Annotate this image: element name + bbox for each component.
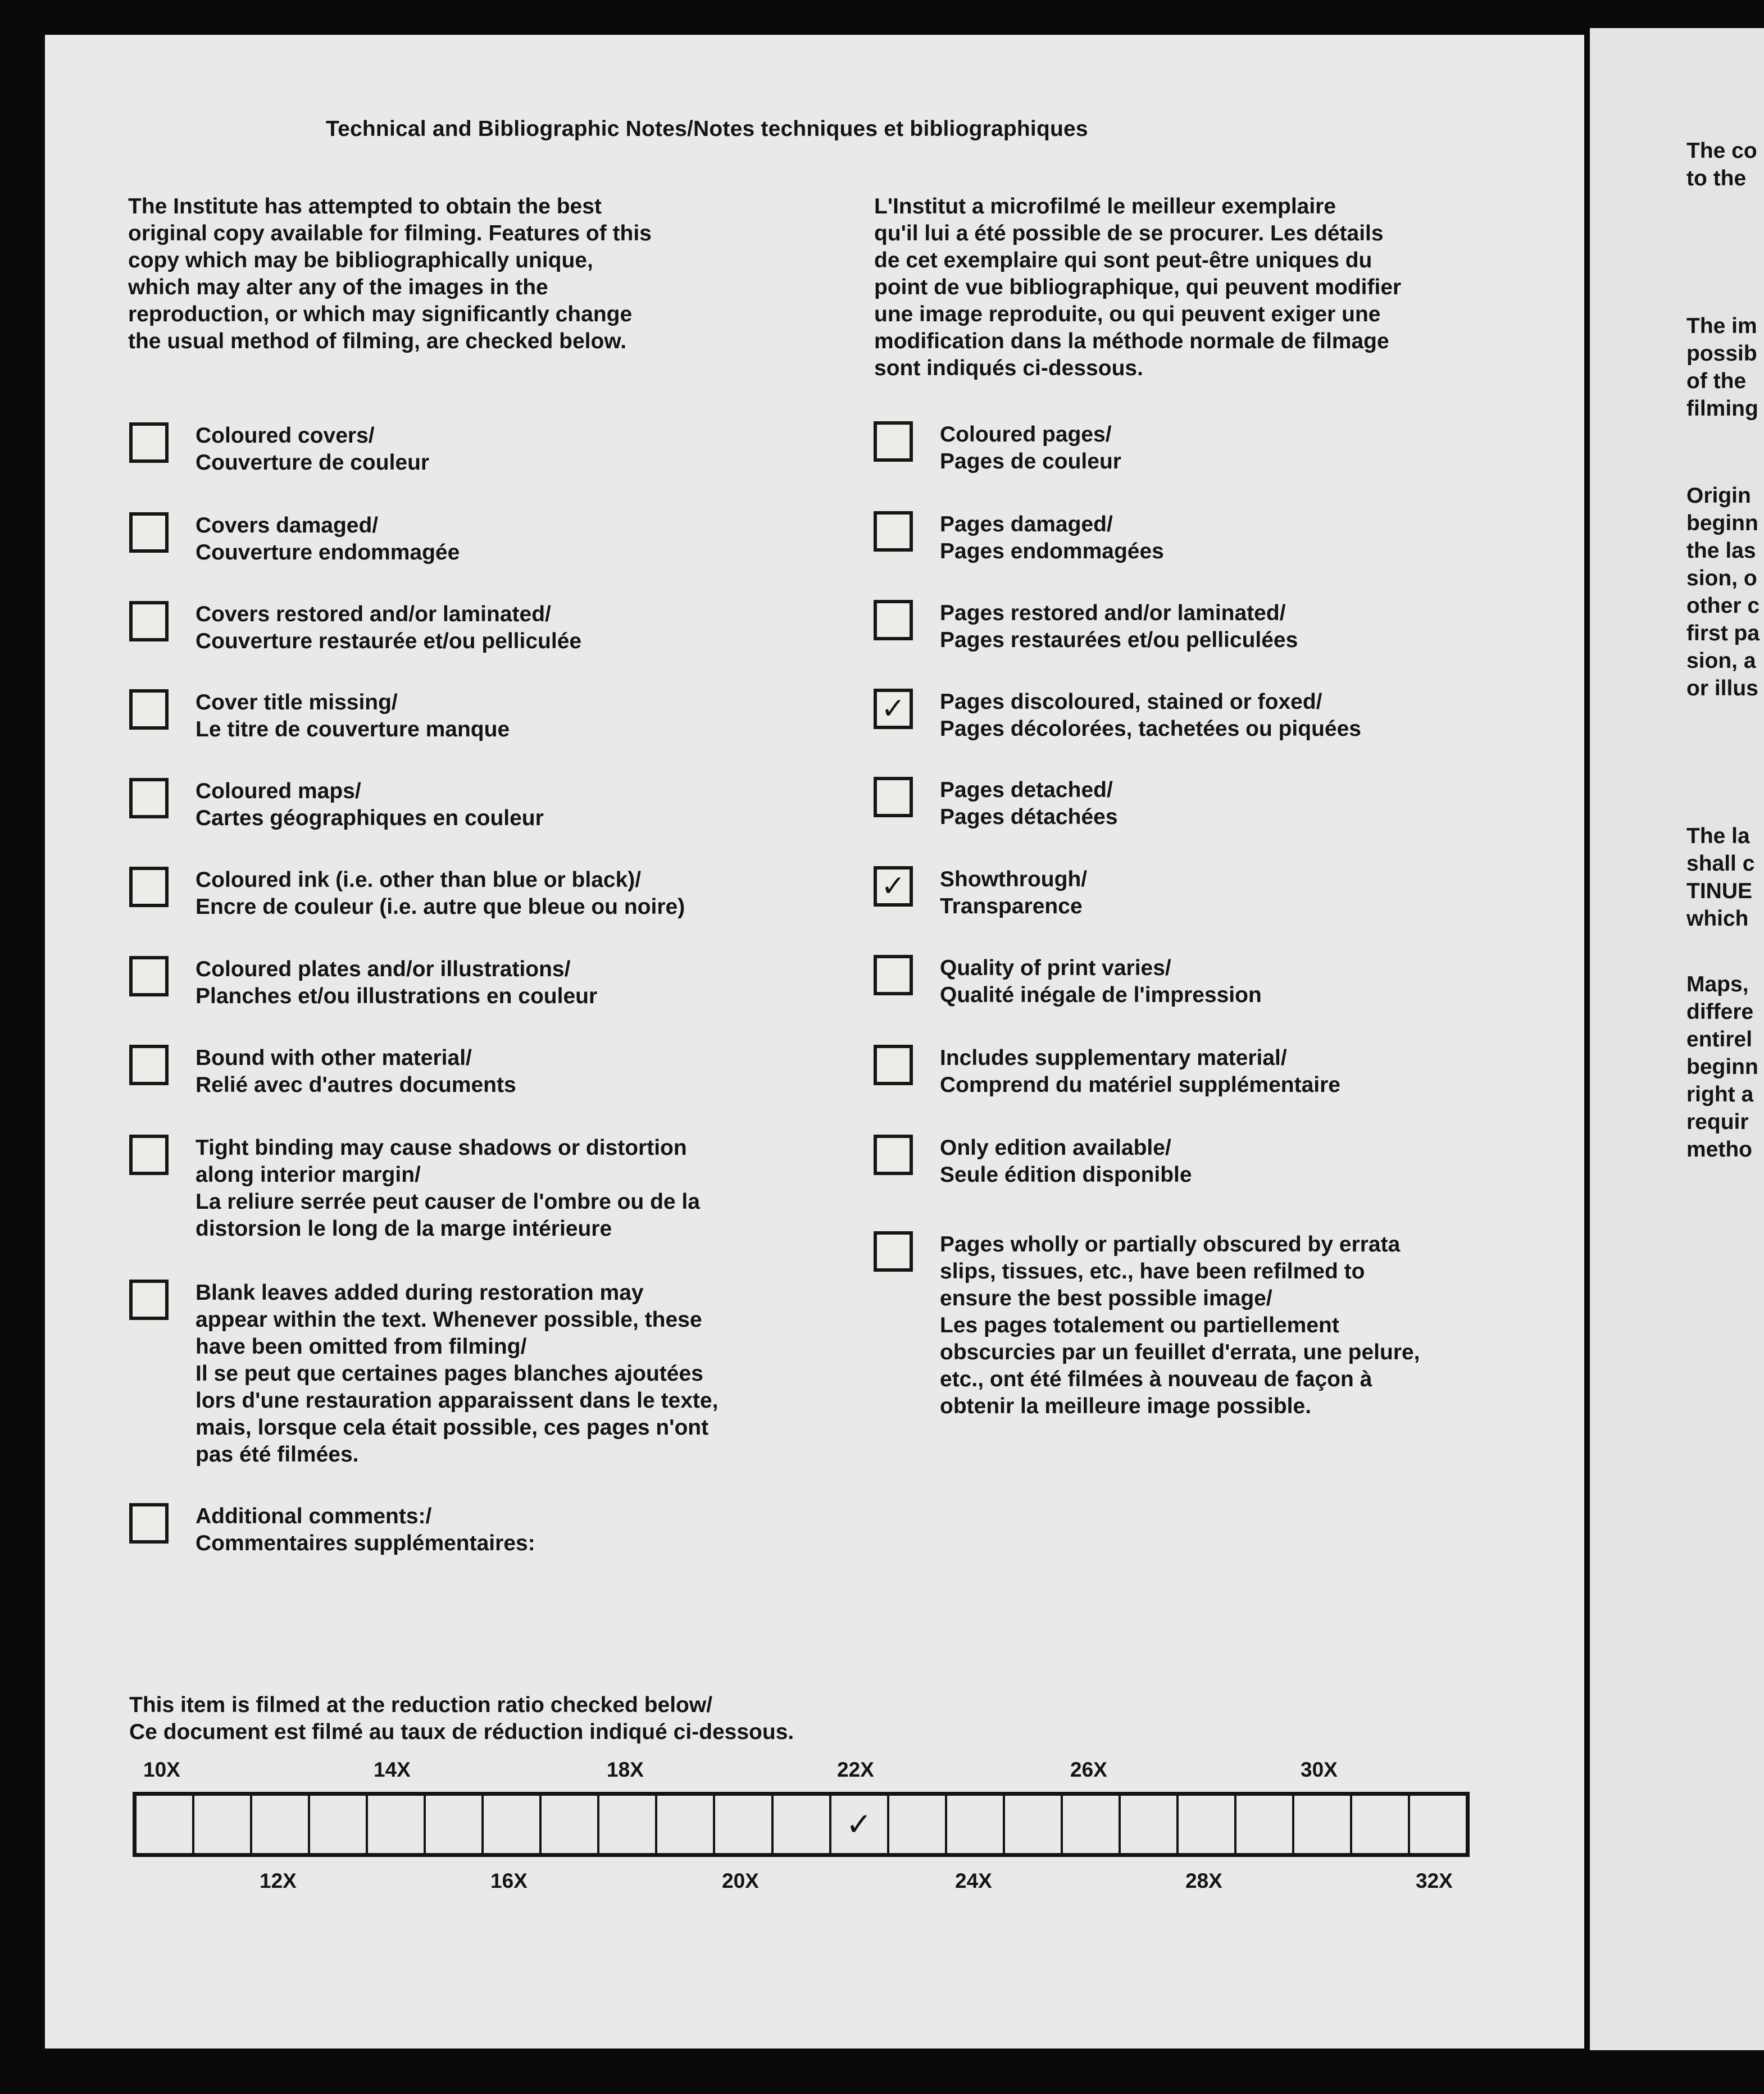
intro-french xyxy=(874,193,1509,382)
label-line: along interior margin/ xyxy=(196,1163,421,1187)
label-line: Additional comments:/ xyxy=(196,1504,432,1528)
side-text-line: other c xyxy=(1686,594,1760,618)
label-line: Coloured pages/ xyxy=(940,422,1112,447)
side-text-line: The la xyxy=(1686,824,1750,848)
label-line: Couverture de couleur xyxy=(196,450,430,475)
label-line: Commentaires supplémentaires: xyxy=(196,1531,535,1555)
check-mark-icon: ✓ xyxy=(881,693,906,725)
item-label xyxy=(196,689,510,743)
label-line: Tight binding may cause shadows or distortion xyxy=(196,1136,687,1160)
checkbox[interactable] xyxy=(129,956,169,996)
checkbox[interactable] xyxy=(129,1045,169,1085)
item-label xyxy=(196,1135,700,1242)
scale-cell[interactable] xyxy=(542,1796,599,1853)
label-line: Pages décolorées, tachetées ou piquées xyxy=(940,717,1361,741)
caption-line: This item is filmed at the reduction ratio checked below/ xyxy=(129,1693,713,1717)
scale-label: 28X xyxy=(1185,1869,1222,1892)
scale-cell[interactable] xyxy=(715,1796,773,1853)
scale-label: 16X xyxy=(490,1869,528,1892)
label-line: Pages restaurées et/ou pelliculées xyxy=(940,628,1298,652)
label-line: Blank leaves added during restoration may xyxy=(196,1281,644,1305)
item-label xyxy=(940,866,1087,920)
check-mark-icon: ✓ xyxy=(845,1806,872,1842)
item-label xyxy=(940,777,1118,831)
scale-cell[interactable] xyxy=(310,1796,368,1853)
intro-line: sont indiqués ci-dessous. xyxy=(874,356,1143,380)
side-text-block xyxy=(1686,822,1754,932)
checkbox[interactable] xyxy=(874,1045,913,1085)
side-text-line: beginn xyxy=(1686,511,1758,535)
label-line: obtenir la meilleure image possible. xyxy=(940,1394,1312,1418)
side-text-line: TINUE xyxy=(1686,879,1752,903)
intro-line: une image reproduite, ou qui peuvent exiger une xyxy=(874,302,1381,326)
side-text-line: which xyxy=(1686,907,1749,931)
label-line: Cartes géographiques en couleur xyxy=(196,806,544,830)
side-text-line: differe xyxy=(1686,1000,1754,1024)
side-text-line: entirel xyxy=(1686,1027,1753,1051)
checkbox[interactable] xyxy=(874,866,913,907)
side-text-line: right a xyxy=(1686,1082,1754,1107)
side-text-line: The im xyxy=(1686,314,1757,338)
right-item xyxy=(874,955,1262,1009)
label-line: Coloured maps/ xyxy=(196,779,361,803)
label-line: Pages discoloured, stained or foxed/ xyxy=(940,690,1322,714)
side-text-line: The co xyxy=(1686,139,1757,163)
label-line: Pages wholly or partially obscured by errata xyxy=(940,1232,1401,1257)
label-line: Pages restored and/or laminated/ xyxy=(940,601,1286,625)
side-text-line: possib xyxy=(1686,342,1757,366)
label-line: Coloured covers/ xyxy=(196,424,375,448)
left-item xyxy=(129,1503,535,1557)
scale-cell[interactable] xyxy=(889,1796,947,1853)
scale-cell[interactable] xyxy=(1121,1796,1179,1853)
intro-line: original copy available for filming. Features of this xyxy=(128,221,652,245)
side-text-line: Maps, xyxy=(1686,972,1749,996)
item-label xyxy=(940,955,1262,1009)
checkbox[interactable] xyxy=(129,778,169,818)
item-label xyxy=(196,956,597,1010)
label-line: Les pages totalement ou partiellement xyxy=(940,1313,1339,1337)
side-text-block xyxy=(1686,137,1757,192)
checkbox[interactable] xyxy=(129,867,169,907)
side-text-block xyxy=(1686,971,1758,1163)
intro-line: the usual method of filming, are checked below. xyxy=(128,329,627,353)
item-label xyxy=(196,422,429,476)
checkbox[interactable] xyxy=(129,512,169,553)
scale-cell[interactable] xyxy=(368,1796,426,1853)
label-line: distorsion le long de la marge intérieure xyxy=(196,1217,612,1241)
scale-cell[interactable] xyxy=(831,1796,889,1853)
label-line: Pages detached/ xyxy=(940,778,1113,802)
scale-label: 20X xyxy=(722,1869,759,1892)
item-label xyxy=(940,1231,1420,1420)
scale-cell[interactable] xyxy=(599,1796,657,1853)
label-line: slips, tissues, etc., have been refilmed to xyxy=(940,1259,1365,1283)
scale-label: 10X xyxy=(143,1758,180,1781)
checkbox[interactable] xyxy=(129,1135,169,1175)
left-item xyxy=(129,956,597,1010)
right-item xyxy=(874,866,1087,920)
scale-cell[interactable] xyxy=(426,1796,484,1853)
item-label xyxy=(196,601,581,655)
checkbox[interactable] xyxy=(874,511,913,552)
label-line: obscurcies par un feuillet d'errata, une pelure, xyxy=(940,1340,1420,1364)
side-text-line: the las xyxy=(1686,539,1756,563)
label-line: Covers restored and/or laminated/ xyxy=(196,602,551,626)
left-item xyxy=(129,601,581,655)
side-text-block xyxy=(1686,312,1758,422)
intro-line: modification dans la méthode normale de filmage xyxy=(874,329,1389,353)
left-item xyxy=(129,1045,516,1099)
item-label xyxy=(940,1045,1340,1099)
label-line: lors d'une restauration apparaissent dans le texte, xyxy=(196,1389,719,1413)
side-text-line: requir xyxy=(1686,1110,1749,1134)
side-text-line: sion, a xyxy=(1686,649,1756,673)
label-line: Seule édition disponible xyxy=(940,1163,1192,1187)
left-item xyxy=(129,512,460,566)
label-line: Cover title missing/ xyxy=(196,690,398,714)
item-label xyxy=(940,689,1361,743)
intro-line: qu'il lui a été possible de se procurer. Les détails xyxy=(874,221,1384,245)
scale-cell[interactable] xyxy=(1063,1796,1121,1853)
label-line: Pages de couleur xyxy=(940,449,1121,474)
scale-label: 12X xyxy=(260,1869,297,1892)
left-item xyxy=(129,1135,700,1242)
check-mark-icon: ✓ xyxy=(881,870,906,903)
checkbox[interactable] xyxy=(874,1135,913,1175)
item-label xyxy=(196,1280,718,1468)
side-text-line: beginn xyxy=(1686,1055,1758,1079)
side-text-line: shall c xyxy=(1686,852,1755,876)
label-line: Covers damaged/ xyxy=(196,513,379,538)
label-line: mais, lorsque cela était possible, ces pages n'ont xyxy=(196,1415,709,1440)
item-label xyxy=(196,512,460,566)
label-line: La reliure serrée peut causer de l'ombre ou de la xyxy=(196,1190,700,1214)
left-item xyxy=(129,778,544,832)
scale-cell[interactable] xyxy=(1352,1796,1410,1853)
label-line: Coloured ink (i.e. other than blue or black)/ xyxy=(196,868,642,892)
checkbox[interactable] xyxy=(874,955,913,995)
side-text-line: sion, o xyxy=(1686,566,1757,590)
right-item xyxy=(874,1135,1192,1189)
scale-label: 32X xyxy=(1416,1869,1453,1892)
label-line: Il se peut que certaines pages blanches ajoutées xyxy=(196,1362,703,1386)
label-line: Showthrough/ xyxy=(940,867,1088,891)
side-text-line: first pa xyxy=(1686,621,1760,645)
scale-cell[interactable] xyxy=(484,1796,542,1853)
checkbox[interactable] xyxy=(874,421,913,462)
right-item xyxy=(874,1045,1340,1099)
label-line: appear within the text. Whenever possible, these xyxy=(196,1308,702,1332)
label-line: Only edition available/ xyxy=(940,1136,1171,1160)
side-text-block xyxy=(1686,482,1760,702)
right-item xyxy=(874,421,1121,475)
side-text-line: or illus xyxy=(1686,676,1758,700)
item-label xyxy=(940,600,1298,654)
scale-label: 24X xyxy=(955,1869,992,1892)
side-text-line: filming xyxy=(1686,397,1758,421)
side-text-line: metho xyxy=(1686,1137,1752,1162)
left-item xyxy=(129,867,685,921)
intro-line: copy which may be bibliographically unique, xyxy=(128,248,593,272)
right-item xyxy=(874,1231,1420,1420)
label-line: Quality of print varies/ xyxy=(940,956,1171,980)
item-label xyxy=(196,778,544,832)
label-line: Pages endommagées xyxy=(940,539,1164,563)
intro-line: point de vue bibliographique, qui peuvent modifier xyxy=(874,275,1402,299)
right-item xyxy=(874,600,1298,654)
label-line: etc., ont été filmées à nouveau de façon à xyxy=(940,1367,1372,1391)
label-line: Couverture endommagée xyxy=(196,540,460,565)
checkbox[interactable] xyxy=(129,422,169,463)
label-line: Encre de couleur (i.e. autre que bleue ou noire) xyxy=(196,895,685,919)
page-title: Technical and Bibliographic Notes/Notes techniques et bibliographiques xyxy=(326,117,1088,141)
scale-cell[interactable] xyxy=(774,1796,831,1853)
side-text-line: Origin xyxy=(1686,484,1751,508)
side-text-line: of the xyxy=(1686,369,1747,393)
label-line: Bound with other material/ xyxy=(196,1046,472,1070)
checkbox[interactable] xyxy=(129,1503,169,1544)
checkbox[interactable] xyxy=(874,600,913,640)
item-label xyxy=(940,1135,1192,1189)
scale-cell[interactable] xyxy=(1236,1796,1294,1853)
scale-label: 18X xyxy=(607,1758,644,1781)
left-item xyxy=(129,1280,718,1468)
label-line: Couverture restaurée et/ou pelliculée xyxy=(196,629,582,653)
label-line: Comprend du matériel supplémentaire xyxy=(940,1073,1340,1097)
label-line: Transparence xyxy=(940,894,1083,918)
label-line: Pages damaged/ xyxy=(940,512,1113,536)
label-line: pas été filmées. xyxy=(196,1442,359,1467)
scale-cell[interactable] xyxy=(137,1796,194,1853)
checkbox[interactable] xyxy=(129,601,169,641)
item-label xyxy=(196,1503,535,1557)
caption-line: Ce document est filmé au taux de réduction indiqué ci-dessous. xyxy=(129,1720,794,1744)
checkbox[interactable] xyxy=(129,1280,169,1320)
right-item xyxy=(874,689,1361,743)
label-line: Relié avec d'autres documents xyxy=(196,1073,516,1097)
checkbox[interactable] xyxy=(874,777,913,817)
left-item xyxy=(129,689,510,743)
scale-cell[interactable] xyxy=(252,1796,310,1853)
scale-cell[interactable] xyxy=(194,1796,252,1853)
label-line: Qualité inégale de l'impression xyxy=(940,983,1262,1007)
scale-cell[interactable] xyxy=(1179,1796,1236,1853)
checkbox[interactable] xyxy=(874,1231,913,1272)
scale-cell[interactable] xyxy=(657,1796,715,1853)
item-label xyxy=(940,511,1164,565)
intro-line: L'Institut a microfilmé le meilleur exemplaire xyxy=(874,194,1336,218)
label-line: Le titre de couverture manque xyxy=(196,717,510,741)
right-item xyxy=(874,511,1164,565)
label-line: ensure the best possible image/ xyxy=(940,1286,1272,1310)
scale-cell[interactable] xyxy=(1294,1796,1352,1853)
side-text-line: to the xyxy=(1686,166,1747,190)
label-line: Planches et/ou illustrations en couleur xyxy=(196,984,598,1008)
scale-cell[interactable] xyxy=(1410,1796,1466,1853)
intro-line: The Institute has attempted to obtain the best xyxy=(128,194,602,218)
scale-label: 26X xyxy=(1070,1758,1107,1781)
item-label xyxy=(940,421,1121,475)
intro-line: de cet exemplaire qui sont peut-être uniques du xyxy=(874,248,1372,272)
scale-label: 30X xyxy=(1301,1758,1338,1781)
item-label xyxy=(196,867,685,921)
item-label xyxy=(196,1045,516,1099)
reduction-ratio-scale xyxy=(133,1792,1470,1857)
reduction-ratio-caption xyxy=(129,1692,794,1746)
scale-cell[interactable] xyxy=(1005,1796,1063,1853)
scale-cell[interactable] xyxy=(947,1796,1005,1853)
checkbox[interactable] xyxy=(874,689,913,729)
left-item xyxy=(129,422,429,476)
scale-label: 14X xyxy=(374,1758,411,1781)
checkbox[interactable] xyxy=(129,689,169,730)
scale-label: 22X xyxy=(837,1758,874,1781)
label-line: have been omitted from filming/ xyxy=(196,1335,527,1359)
label-line: Includes supplementary material/ xyxy=(940,1046,1287,1070)
intro-line: which may alter any of the images in the xyxy=(128,275,548,299)
label-line: Coloured plates and/or illustrations/ xyxy=(196,957,571,981)
intro-english xyxy=(128,193,763,355)
right-item xyxy=(874,777,1118,831)
label-line: Pages détachées xyxy=(940,805,1118,829)
intro-line: reproduction, or which may significantly change xyxy=(128,302,633,326)
